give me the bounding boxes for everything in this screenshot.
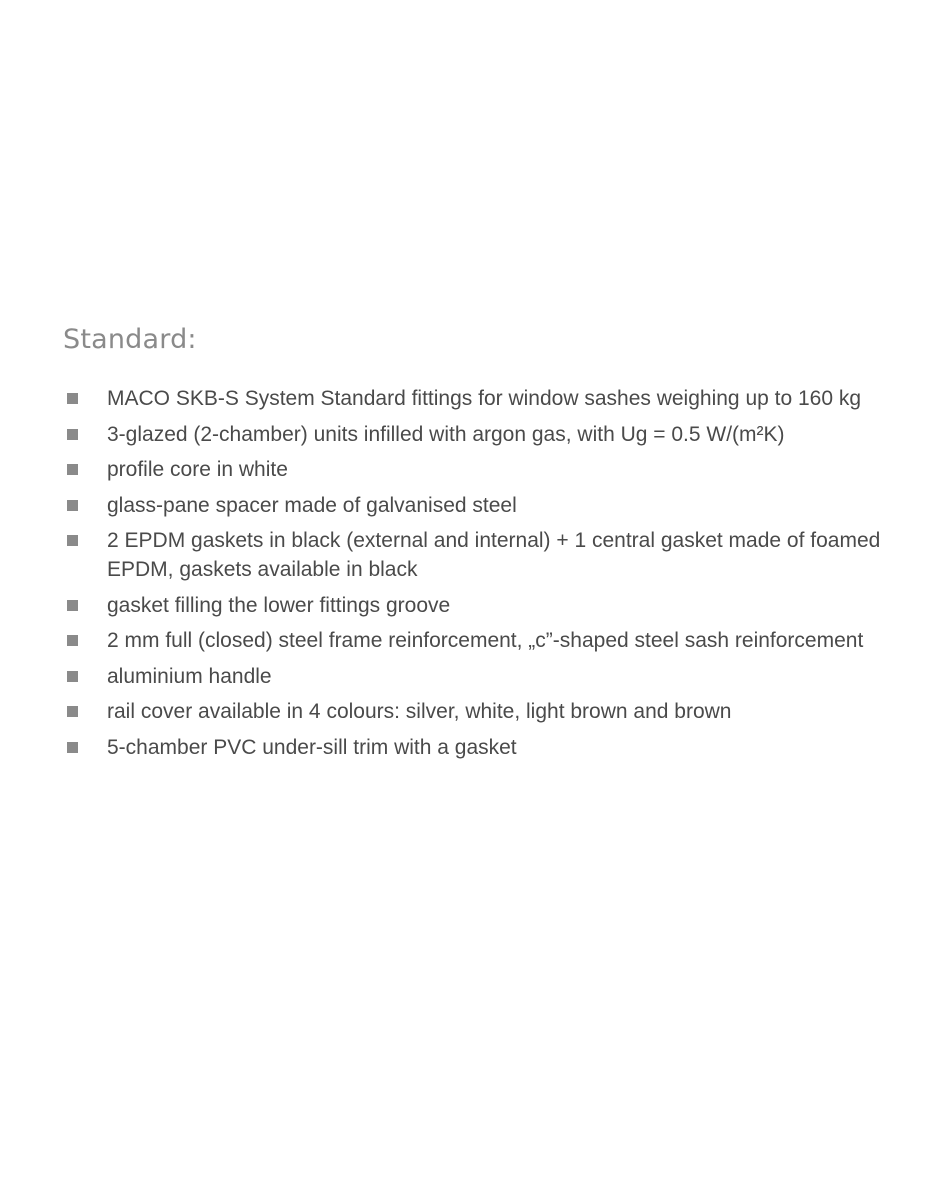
feature-item bbox=[63, 491, 903, 520]
standard-section bbox=[63, 322, 903, 768]
square-bullet-icon bbox=[67, 600, 78, 611]
feature-item bbox=[63, 733, 903, 762]
square-bullet-icon bbox=[67, 535, 78, 546]
square-bullet-icon bbox=[67, 500, 78, 511]
feature-item bbox=[63, 662, 903, 691]
section-heading: Standard: bbox=[63, 324, 197, 355]
feature-text: glass-pane spacer made of galvanised steel bbox=[107, 493, 517, 517]
feature-text: 3-glazed (2-chamber) units infilled with argon gas, with Ug = 0.5 W/(m²K) bbox=[107, 422, 785, 446]
feature-text: 5-chamber PVC under-sill trim with a gasket bbox=[107, 735, 517, 759]
feature-text: MACO SKB-S System Standard fittings for window sashes weighing up to 160 kg bbox=[107, 387, 862, 410]
feature-text: aluminium handle bbox=[107, 664, 272, 688]
feature-text: profile core in white bbox=[107, 458, 288, 481]
square-bullet-icon bbox=[67, 742, 78, 753]
feature-item bbox=[63, 420, 903, 449]
feature-item bbox=[63, 455, 903, 484]
square-bullet-icon bbox=[67, 671, 78, 682]
feature-item bbox=[63, 591, 903, 620]
square-bullet-icon bbox=[67, 706, 78, 717]
feature-item bbox=[63, 626, 903, 655]
square-bullet-icon bbox=[67, 393, 78, 404]
feature-item bbox=[63, 384, 903, 413]
square-bullet-icon bbox=[67, 635, 78, 646]
feature-text: rail cover available in 4 colours: silver, white, light brown and brown bbox=[107, 700, 732, 723]
feature-item bbox=[63, 526, 903, 584]
feature-text: 2 EPDM gaskets in black (external and internal) + 1 central gasket made of foamed EPDM, gaskets available in black bbox=[107, 529, 881, 581]
square-bullet-icon bbox=[67, 429, 78, 440]
feature-list bbox=[63, 384, 903, 762]
feature-text: 2 mm full (closed) steel frame reinforcement, „c”-shaped steel sash reinforcement bbox=[107, 629, 864, 652]
feature-text: gasket filling the lower fittings groove bbox=[107, 593, 451, 617]
square-bullet-icon bbox=[67, 464, 78, 475]
feature-item bbox=[63, 697, 903, 726]
